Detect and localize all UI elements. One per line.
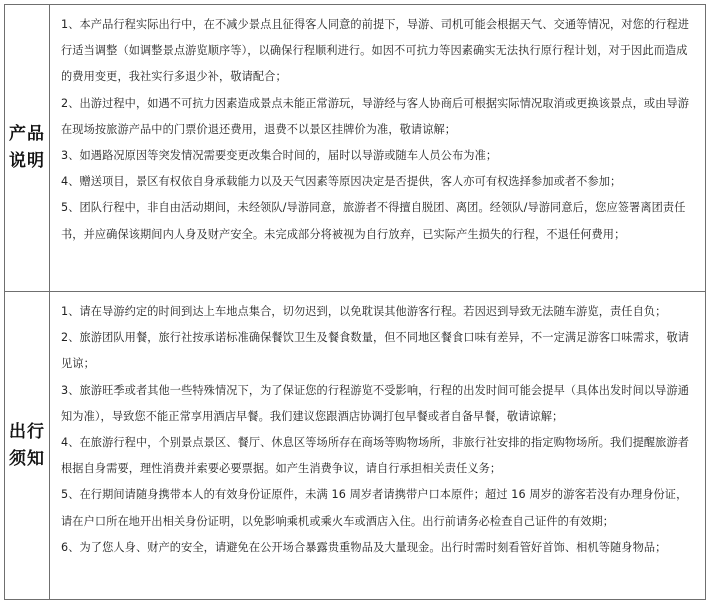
product-notes-content xyxy=(50,5,705,291)
travel-notice-item-4: 4、在旅游行程中，个别景点景区、餐厅、休息区等场所存在商场等购物场所，非旅行社安排的指定购物场所。我们提醒旅游者根据自身需要，理性消费并索要必要票据。如产生消费争议，请自行承担相关责任义务； xyxy=(61,436,690,476)
product-note-item-1: 1、本产品行程实际出行中，在不减少景点且征得客人同意的前提下，导游、司机可能会根据天气、交通等情况，对您的行程进行适当调整（如调整景点游览顺序等），以确保行程顺利进行。如因不可抗力等因素确实无法执行原行程计划，对于因此而造成的费用变更，我社实行多退少补，敬请配合； xyxy=(61,18,690,84)
travel-notice-item-2: 2、旅游团队用餐，旅行社按承诺标准确保餐饮卫生及餐食数量，但不同地区餐食口味有差异，不一定满足游客口味需求，敬请见谅； xyxy=(61,331,690,371)
product-notes-label: 产品说明 xyxy=(9,124,45,171)
travel-notice-section xyxy=(5,292,705,599)
product-notes-section xyxy=(5,5,705,292)
travel-notice-content xyxy=(50,292,705,599)
travel-notice-item-3: 3、旅游旺季或者其他一些特殊情况下，为了保证您的行程游览不受影响，行程的出发时间可能会提早（具体出发时间以导游通知为准），导致您不能正常享用酒店早餐。我们建议您跟酒店协调打包早餐或者自备早餐，敬请谅解； xyxy=(61,383,690,423)
travel-notice-item-1: 1、请在导游约定的时间到达上车地点集合，切勿迟到，以免耽误其他游客行程。若因迟到导致无法随车游览，责任自负； xyxy=(61,305,667,318)
notice-table xyxy=(4,4,706,600)
product-notes-label-cell xyxy=(5,5,50,291)
product-note-item-3: 3、如遇路况原因等突发情况需要变更改集合时间的，届时以导游或随车人员公布为准； xyxy=(61,149,498,163)
product-note-item-5: 5、团队行程中，非自由活动期间，未经领队/导游同意，旅游者不得擅自脱团、离团。经领队/导游同意后，您应签署离团责任书，并应确保该期间内人身及财产安全。未完成部分将被视为自行放弃，已实际产生损失的行程，不退任何费用； xyxy=(61,201,686,241)
travel-notice-label: 出行须知 xyxy=(9,421,45,469)
product-note-item-4: 4、赠送项目，景区有权依自身承载能力以及天气因素等原因决定是否提供，客人亦可有权选择参加或者不参加； xyxy=(61,175,622,189)
travel-notice-item-6: 6、为了您人身、财产的安全，请避免在公开场合暴露贵重物品及大量现金。出行时需时刻看管好首饰、相机等随身物品； xyxy=(61,540,667,554)
product-note-item-2: 2、出游过程中，如遇不可抗力因素造成景点未能正常游玩，导游经与客人协商后可根据实际情况取消或更换该景点，或由导游在现场按旅游产品中的门票价退还费用，退费不以景区挂牌价为准，敬请谅解； xyxy=(61,96,690,136)
travel-notice-label-cell xyxy=(5,292,50,599)
travel-notice-item-5: 5、在行期间请随身携带本人的有效身份证原件，未满 16 周岁者请携带户口本原件；超过 16 周岁的游客若没有办理身份证，请在户口所在地开出相关身份证明，以免影响乘机或乘火车或酒店入住。出行前请务必检查自己证件的有效期； xyxy=(61,488,688,528)
